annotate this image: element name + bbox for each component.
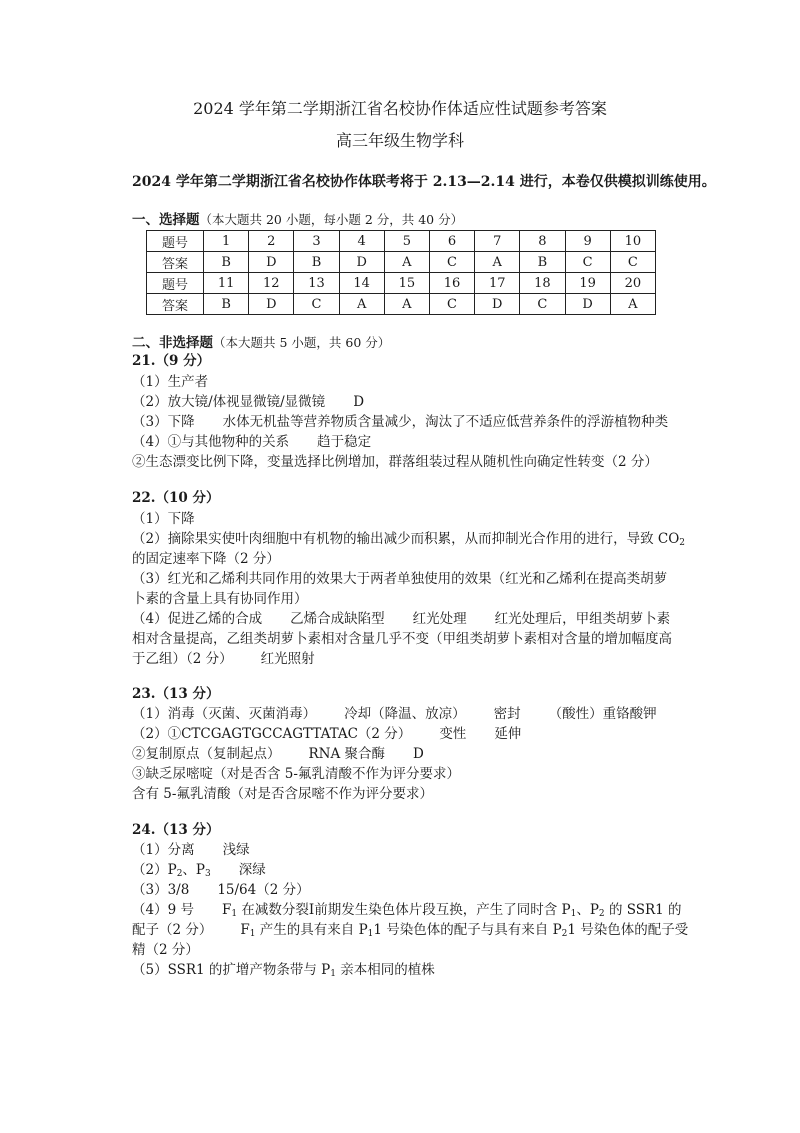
answer-table <box>146 230 656 315</box>
section2-title: 二、非选择题 <box>132 335 213 351</box>
q22-line3: 的固定速率下降（2 分） <box>132 551 280 567</box>
q22-line6-a: （4）促进乙烯的合成 <box>132 611 263 627</box>
table-cell: 4 <box>339 231 384 252</box>
table-cell: 13 <box>294 273 339 294</box>
section1-heading <box>132 208 463 228</box>
q21-line3 <box>132 412 668 432</box>
q24-line5-b1: F <box>240 922 250 938</box>
table-cell: B <box>204 252 249 273</box>
table-cell: 17 <box>475 273 520 294</box>
q21-line3-b: 水体无机盐等营养物质含量减少，淘汰了不适应低营养条件的浮游植物种类 <box>222 414 669 430</box>
q24-line4-b3: 、P <box>576 902 599 918</box>
section2-heading <box>132 331 390 351</box>
q22-line5: 卜素的含量上具有协同作用） <box>132 591 308 607</box>
q23-line1-d: （酸性）重铬酸钾 <box>548 706 657 722</box>
q24-line3-b: 15/64（2 分） <box>217 882 310 898</box>
q22-line8-b: 红光照射 <box>260 651 315 667</box>
q22-number: 22.（10 分） <box>132 490 220 506</box>
q21-line2-b: D <box>353 394 365 410</box>
q22-line2-sub: 2 <box>679 538 686 548</box>
q23-line3-a: ②复制原点（复制起点） <box>132 746 281 762</box>
q23-line4: ③缺乏尿嘧啶（对是否含 5-氟乳清酸不作为评分要求） <box>132 766 460 782</box>
table-cell: 11 <box>204 273 249 294</box>
q24-line5-sub1: 1 <box>249 929 256 939</box>
section2-note: （本大题共 5 小题，共 60 分） <box>213 335 391 350</box>
table-row <box>147 273 656 294</box>
q24-line2-a: （2）P <box>132 862 177 878</box>
document-subtitle: 高三年级生物学科 <box>335 131 464 150</box>
q24-line4-b1: F <box>221 902 232 918</box>
table-cell: B <box>204 294 249 315</box>
table-cell: 5 <box>384 231 429 252</box>
q22-line8-a: 于乙组）（2 分） <box>132 651 233 667</box>
table-cell: 16 <box>429 273 474 294</box>
q21-line2 <box>132 392 364 412</box>
table-row-header: 答案 <box>147 252 204 273</box>
exam-notice: 2024 学年第二学期浙江省名校协作体联考将于 2.13—2.14 进行，本卷仅供模拟训练使用。 <box>132 174 716 190</box>
table-cell: D <box>565 294 610 315</box>
q24-number: 24.（13 分） <box>132 822 220 838</box>
q24-line5-b2: 产生的具有来自 P <box>255 922 368 938</box>
q23-line3-b: RNA 聚合酶 <box>308 746 386 762</box>
q24-line2-mid: 、P <box>182 862 206 878</box>
document-title: 2024 学年第二学期浙江省名校协作体适应性试题参考答案 <box>193 99 607 118</box>
q24-line5-b4: 1 号染色体的配子受 <box>567 922 689 938</box>
q21-line2-a: （2）放大镜/体视显微镜/显微镜 <box>132 394 326 410</box>
table-row-header: 题号 <box>147 231 204 252</box>
table-cell: 9 <box>565 231 610 252</box>
q24-line1 <box>132 840 250 860</box>
q22-line4: （3）红光和乙烯利共同作用的效果大于两者单独使用的效果（红光和乙烯利在提高类胡萝 <box>132 571 668 587</box>
q24-line7 <box>132 960 435 984</box>
q23-line1 <box>132 704 657 724</box>
q23-line2-c: 延伸 <box>494 726 522 742</box>
table-cell: C <box>610 252 655 273</box>
table-cell: 19 <box>565 273 610 294</box>
q24-line5-b3: 1 号染色体的配子与具有来自 P <box>373 922 562 938</box>
section1-note: （本大题共 20 小题，每小题 2 分，共 40 分） <box>199 212 464 227</box>
q23-line2 <box>132 724 521 744</box>
q23-line3 <box>132 744 424 764</box>
table-cell: 20 <box>610 273 655 294</box>
table-cell: D <box>249 252 294 273</box>
table-cell: 8 <box>520 231 565 252</box>
q24-line2-b: 深绿 <box>238 862 266 878</box>
q23-line2-a: （2）①CTCGAGTGCCAGTTATAC（2 分） <box>132 726 412 742</box>
q24-line3-a: （3）3/8 <box>132 882 190 898</box>
table-row <box>147 294 656 315</box>
q24-line7-a: （5）SSR1 的扩增产物条带与 P <box>132 962 331 978</box>
table-cell: 6 <box>429 231 474 252</box>
q24-line4-sub1: 1 <box>231 909 238 919</box>
table-cell: C <box>429 294 474 315</box>
table-cell: 18 <box>520 273 565 294</box>
q21-line1: （1）生产者 <box>132 374 209 390</box>
table-cell: A <box>384 294 429 315</box>
q24-line4-b2: 在减数分裂Ⅰ前期发生染色体片段互换，产生了同时含 P <box>237 902 571 918</box>
q23-line1-a: （1）消毒（灭菌、灭菌消毒） <box>132 706 317 722</box>
q24-line5 <box>132 920 688 944</box>
table-cell: 10 <box>610 231 655 252</box>
q24-line7-sub: 1 <box>330 969 337 979</box>
table-cell: A <box>339 294 384 315</box>
q24-line1-b: 浅绿 <box>222 842 250 858</box>
q23-line1-c: 密封 <box>493 706 521 722</box>
table-cell: 7 <box>475 231 520 252</box>
q23-line5: 含有 5-氟乳清酸（对是否含尿嘧不作为评分要求） <box>132 786 433 802</box>
table-row <box>147 231 656 252</box>
q22-line7: 相对含量提高，乙组类胡萝卜素相对含量几乎不变（甲组类胡萝卜素相对含量的增加幅度高 <box>132 631 672 647</box>
q24-line5-sub3: 2 <box>561 929 568 939</box>
table-cell: 1 <box>204 231 249 252</box>
q24-line7-b: 亲本相同的植株 <box>336 962 435 978</box>
table-cell: B <box>520 252 565 273</box>
q22-line2-a: （2）摘除果实使叶肉细胞中有机物的输出减少而积累，从而抑制光合作用的进行，导致 CO <box>132 531 680 547</box>
table-cell: 15 <box>384 273 429 294</box>
q23-line2-b: 变性 <box>439 726 467 742</box>
table-row <box>147 252 656 273</box>
q24-line5-a: 配子（2 分） <box>132 922 213 938</box>
q22-line6-d: 红光处理后，甲组类胡萝卜素 <box>494 611 671 627</box>
q22-line1: （1）下降 <box>132 511 195 527</box>
q22-line8 <box>132 649 315 669</box>
q21-number: 21.（9 分） <box>132 353 211 369</box>
q23-line1-b: 冷却（降温、放凉） <box>344 706 466 722</box>
q23-number: 23.（13 分） <box>132 686 220 702</box>
q24-line1-a: （1）分离 <box>132 842 195 858</box>
table-cell: D <box>475 294 520 315</box>
table-cell: C <box>520 294 565 315</box>
table-cell: C <box>565 252 610 273</box>
q21-line5: ②生态漂变比例下降，变量选择比例增加，群落组装过程从随机性向确定性转变（2 分） <box>132 454 658 470</box>
q22-line6 <box>132 609 670 629</box>
table-row-header: 答案 <box>147 294 204 315</box>
table-cell: A <box>475 252 520 273</box>
table-cell: 2 <box>249 231 294 252</box>
table-cell: D <box>249 294 294 315</box>
table-row-header: 题号 <box>147 273 204 294</box>
q24-line3 <box>132 880 310 900</box>
q24-line4-a: （4）9 号 <box>132 902 194 918</box>
q24-line5-sub2: 1 <box>367 929 374 939</box>
q24-line2-sub2: 3 <box>205 869 211 879</box>
q24-line2-sub1: 2 <box>176 869 183 879</box>
q24-line4-sub3: 2 <box>598 909 605 919</box>
table-cell: 3 <box>294 231 339 252</box>
q21-line3-a: （3）下降 <box>132 414 195 430</box>
table-cell: A <box>610 294 655 315</box>
table-cell: D <box>339 252 384 273</box>
table-cell: C <box>429 252 474 273</box>
table-cell: A <box>384 252 429 273</box>
table-cell: 12 <box>249 273 294 294</box>
q21-line4 <box>132 432 371 452</box>
q24-line6: 精（2 分） <box>132 942 199 958</box>
q24-line4-sub2: 1 <box>570 909 577 919</box>
q24-line4-b4: 的 SSR1 的 <box>604 902 682 918</box>
section1-title: 一、选择题 <box>132 212 200 228</box>
q21-line4-a: （4）①与其他物种的关系 <box>132 434 290 450</box>
table-cell: 14 <box>339 273 384 294</box>
q21-line4-b: 趋于稳定 <box>317 434 372 450</box>
table-cell: C <box>294 294 339 315</box>
table-cell: B <box>294 252 339 273</box>
q22-line6-b: 乙烯合成缺陷型 <box>290 611 385 627</box>
q22-line6-c: 红光处理 <box>412 611 467 627</box>
q23-line3-c: D <box>413 746 424 762</box>
